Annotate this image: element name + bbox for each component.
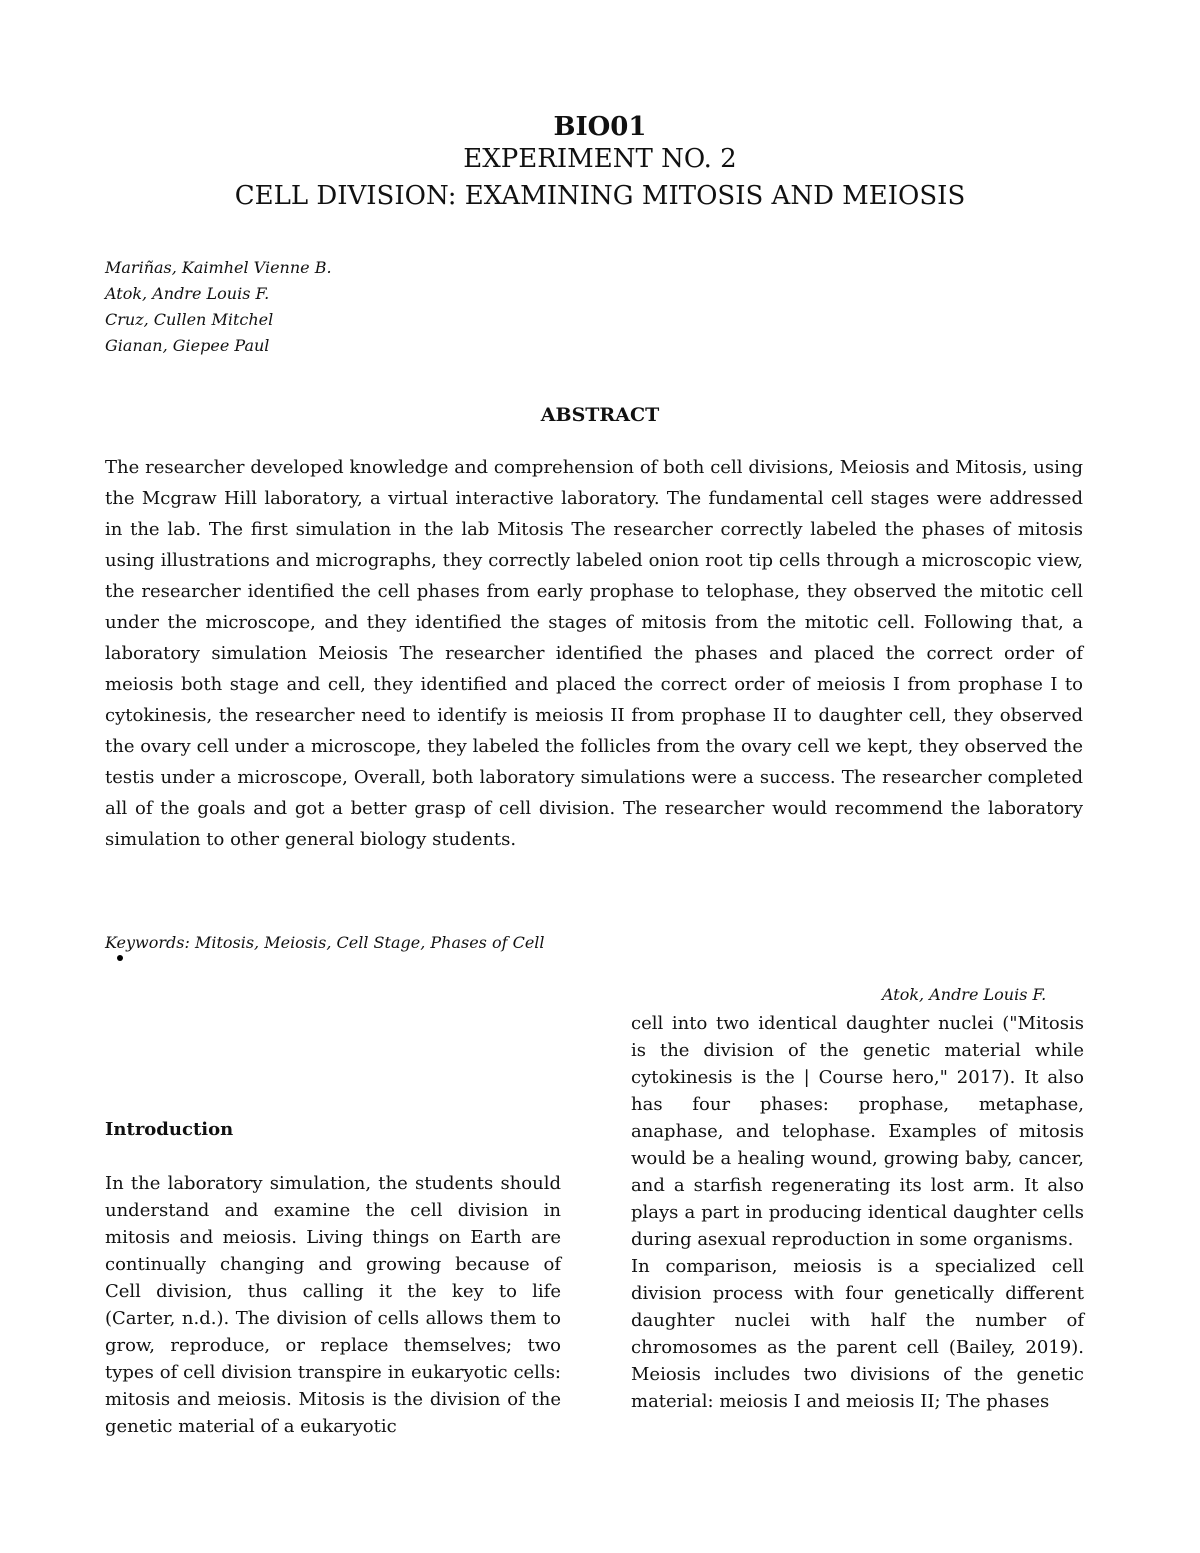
signature-name: Atok, Andre Louis F.: [882, 985, 1047, 1004]
author-list: [105, 255, 332, 359]
abstract-heading: ABSTRACT: [540, 404, 660, 426]
keywords-line: Keywords: Mitosis, Meiosis, Cell Stage, Phases of Cell: [105, 933, 545, 952]
introduction-paragraph: cell into two identical daughter nuclei ("Mitosis is the division of the genetic material while cytokinesis is the | Course hero," 2017). It also has four phases: prophase, metaphase, anaphase, and telophase. Examples of mitosis would be a healing wound, growing baby, cancer, and a starfish regenerating its lost arm. It also plays a part in producing identical daughter cells during asexual reproduction in some organisms.: [631, 1013, 1084, 1250]
author-name: Gianan, Giepee Paul: [105, 336, 270, 355]
bullet-dot: [117, 955, 123, 961]
course-code: BIO01: [553, 112, 647, 142]
abstract-text: The researcher developed knowledge and comprehension of both cell divisions, Meiosis and Mitosis, using the Mcgraw Hill laboratory, a virtual interactive laboratory. The fundamental cell stages were addressed in the lab. The first simulation in the lab Mitosis The researcher correctly labeled the phases of mitosis using illustrations and micrographs, they correctly labeled onion root tip cells through a microscopic view, the researcher identified the cell phases from early prophase to telophase, they observed the mitotic cell under the microscope, and they identified the stages of mitosis from the mitotic cell. Following that, a laboratory simulation Meiosis The researcher identified the phases and placed the correct order of meiosis both stage and cell, they identified and placed the correct order of meiosis I from prophase I to cytokinesis, the researcher need to identify is meiosis II from prophase II to daughter cell, they observed the ovary cell under a microscope, they labeled the follicles from the ovary cell we kept, they observed the testis under a microscope, Overall, both laboratory simulations were a success. The researcher completed all of the goals and got a better grasp of cell division. The researcher would recommend the laboratory simulation to other general biology students.: [105, 457, 1083, 850]
author-name: Cruz, Cullen Mitchel: [105, 310, 274, 329]
introduction-paragraph: In the laboratory simulation, the students should understand and examine the cell division in mitosis and meiosis. Living things on Earth are continually changing and growing because of Cell division, thus calling it the key to life (Carter, n.d.). The division of cells allows them to grow, reproduce, or replace themselves; two types of cell division transpire in eukaryotic cells: mitosis and meiosis. Mitosis is the division of the genetic material of a eukaryotic: [105, 1173, 561, 1437]
author-name: Atok, Andre Louis F.: [105, 284, 270, 303]
introduction-right-column: [631, 1010, 1084, 1415]
abstract-body: [105, 452, 1083, 855]
introduction-left-column: [105, 1170, 561, 1440]
introduction-heading: Introduction: [105, 1119, 234, 1140]
experiment-number: EXPERIMENT NO. 2: [463, 144, 737, 174]
author-name: Mariñas, Kaimhel Vienne B.: [105, 258, 332, 277]
introduction-paragraph: In comparison, meiosis is a specialized cell division process with four genetically different daughter nuclei with half the number of chromosomes as the parent cell (Bailey, 2019). Meiosis includes two divisions of the genetic material: meiosis I and meiosis II; The phases: [631, 1256, 1084, 1412]
document-title: CELL DIVISION: EXAMINING MITOSIS AND MEIOSIS: [234, 181, 966, 211]
